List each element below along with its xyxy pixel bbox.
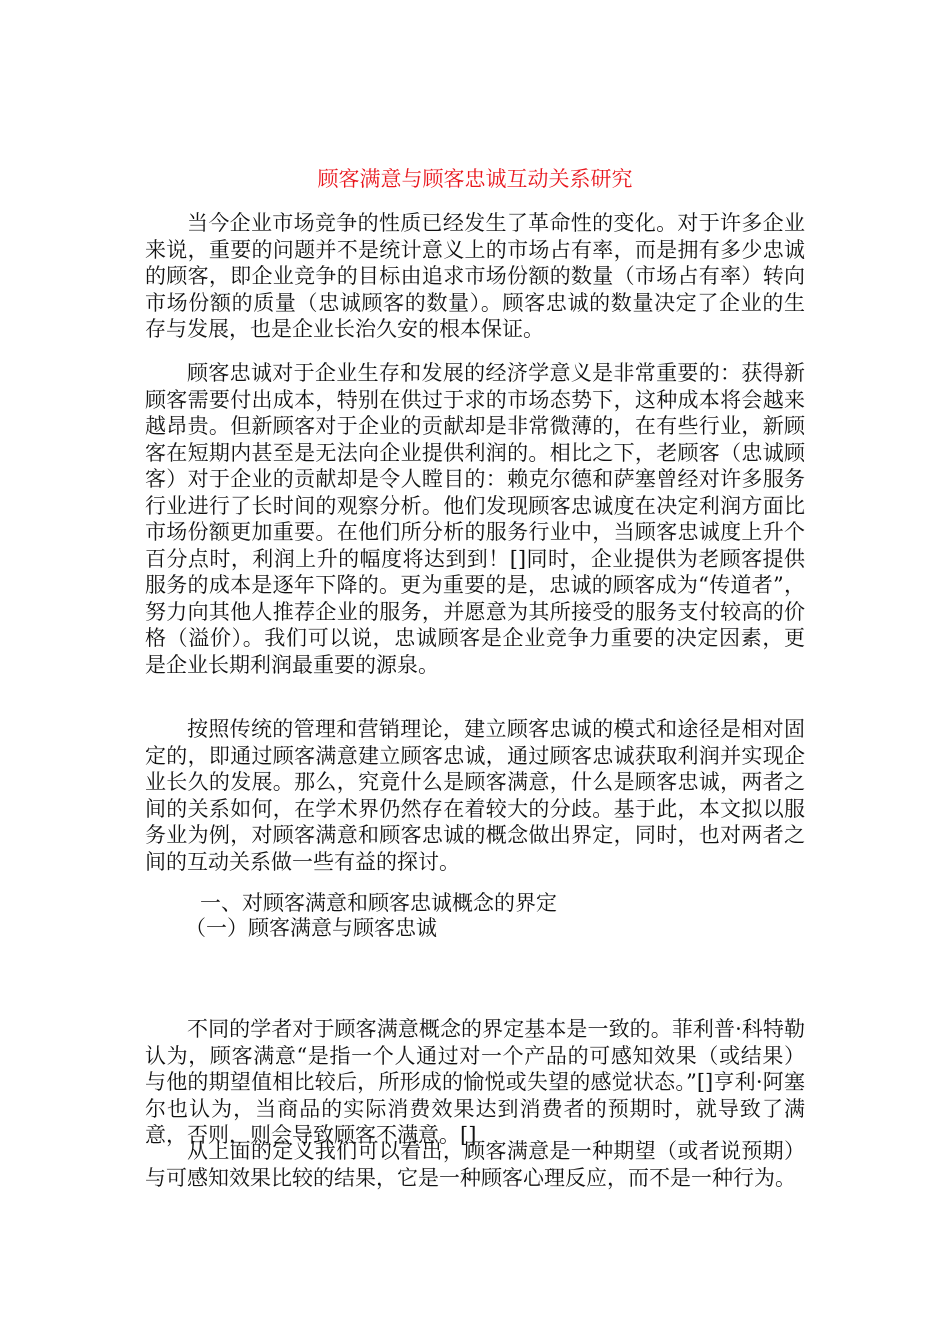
section-heading: 一、对顾客满意和顾客忠诚概念的界定 <box>200 891 557 915</box>
subsection-heading: （一）顾客满意与顾客忠诚 <box>185 916 437 940</box>
paragraph-satisfaction-definition: 不同的学者对于顾客满意概念的界定基本是一致的。菲利普·科特勒认为，顾客满意“是指一个人通过对一个产品的可感知效果（或结果）与他的期望值相比较后，所形成的愉悦或失望的感觉状态。”[]亨利·阿塞尔也认为，当商品的实际消费效果达到消费者的预期时，就导致了满意，否则，则会导致顾客不满意。[] <box>145 1017 805 1147</box>
paragraph-intro: 当今企业市场竞争的性质已经发生了革命性的变化。对于许多企业来说，重要的问题并不是统计意义上的市场占有率，而是拥有多少忠诚的顾客，即企业竞争的目标由追求市场份额的数量（市场占有率）转向市场份额的质量（忠诚顾客的数量）。顾客忠诚的数量决定了企业的生存与发展，也是企业长治久安的根本保证。 <box>145 211 805 341</box>
paragraph-satisfaction-conclusion: 从上面的定义我们可以看出，顾客满意是一种期望（或者说预期）与可感知效果比较的结果，它是一种顾客心理反应，而不是一种行为。 <box>145 1139 805 1190</box>
paragraph-theory: 按照传统的管理和营销理论，建立顾客忠诚的模式和途径是相对固定的，即通过顾客满意建立顾客忠诚，通过顾客忠诚获取利润并实现企业长久的发展。那么，究竟什么是顾客满意，什么是顾客忠诚，两者之间的关系如何，在学术界仍然存在着较大的分歧。基于此，本文拟以服务业为例，对顾客满意和顾客忠诚的概念做出界定，同时，也对两者之间的互动关系做一些有益的探讨。 <box>145 717 805 874</box>
document-title: 顾客满意与顾客忠诚互动关系研究 <box>317 167 633 191</box>
paragraph-loyalty-economics: 顾客忠诚对于企业生存和发展的经济学意义是非常重要的：获得新顾客需要付出成本，特别在供过于求的市场态势下，这种成本将会越来越昂贵。但新顾客对于企业的贡献却是非常微薄的，在有些行业，新顾客在短期内甚至是无法向企业提供利润的。相比之下，老顾客（忠诚顾客）对于企业的贡献却是令人瞠目的：赖克尔德和萨塞曾经对许多服务行业进行了长时间的观察分析。他们发现顾客忠诚度在决定利润方面比市场份额更加重要。在他们所分析的服务行业中，当顾客忠诚度上升个百分点时，利润上升的幅度将达到到！[]同时，企业提供为老顾客提供服务的成本是逐年下降的。更为重要的是，忠诚的顾客成为“传道者”，努力向其他人推荐企业的服务，并愿意为其所接受的服务支付较高的价格（溢价）。我们可以说，忠诚顾客是企业竞争力重要的决定因素，更是企业长期利润最重要的源泉。 <box>145 361 805 677</box>
